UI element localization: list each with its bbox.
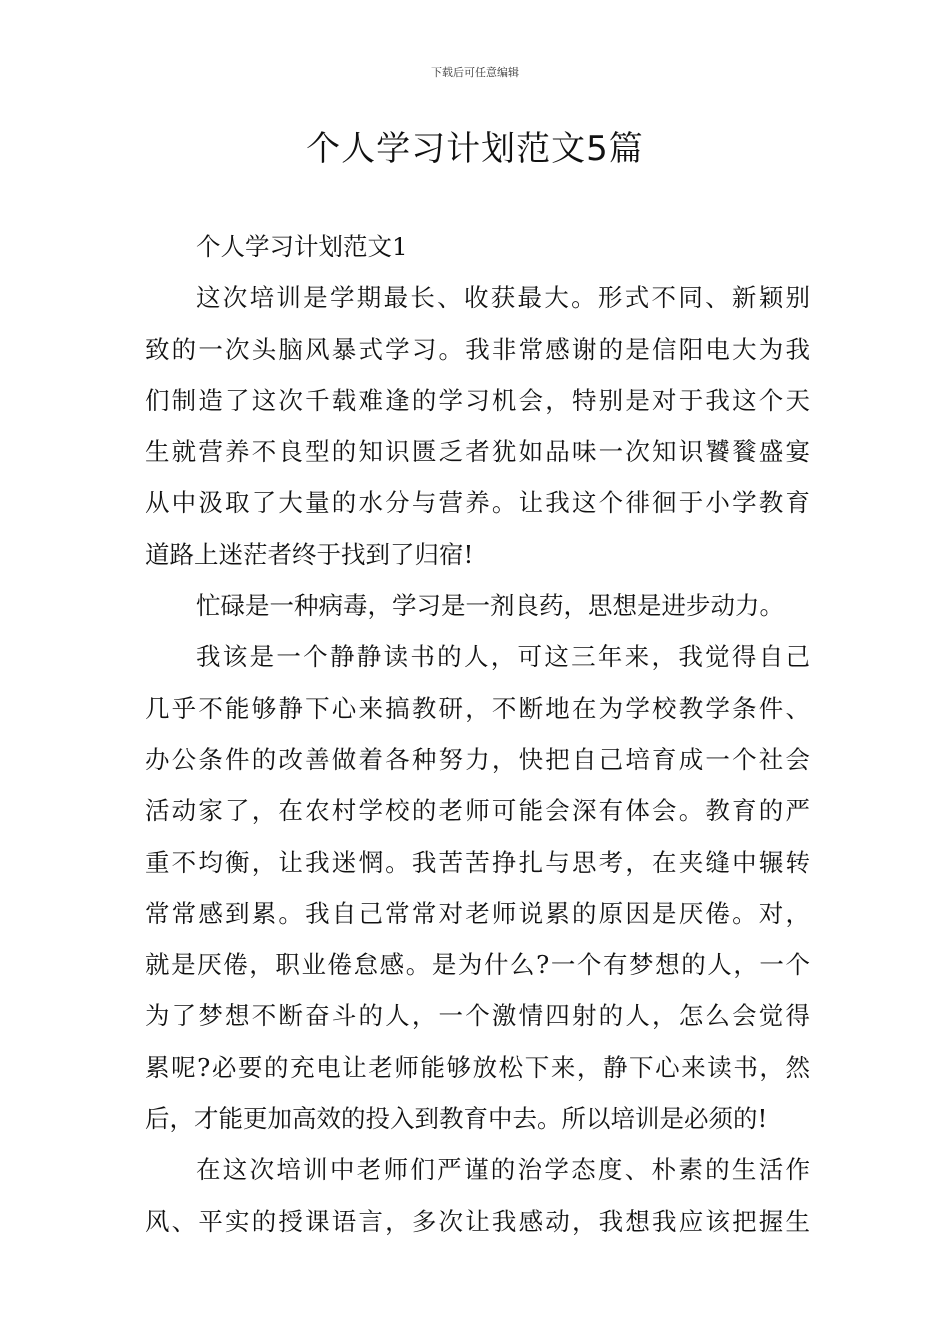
text-line: 我该是一个静静读书的人，可这三年来，我觉得自己	[196, 642, 810, 672]
document-body	[145, 221, 810, 1247]
text-line: 在这次培训中老师们严谨的治学态度、朴素的生活作	[196, 1155, 810, 1185]
text-line: 生就营养不良型的知识匮乏者犹如品味一次知识饕餮盛宴	[145, 437, 810, 467]
text-line: 累呢?必要的充电让老师能够放松下来，静下心来读书，然	[145, 1052, 810, 1082]
text-line: 致的一次头脑风暴式学习。我非常感谢的是信阳电大为我	[145, 334, 810, 364]
text-line: 办公条件的改善做着各种努力，快把自己培育成一个社会	[145, 744, 810, 774]
text-line: 们制造了这次千载难逢的学习机会，特别是对于我这个天	[145, 385, 810, 415]
text-line: 从中汲取了大量的水分与营养。让我这个徘徊于小学教育	[145, 488, 810, 518]
text-line: 个人学习计划范文1	[196, 232, 408, 261]
text-line: 忙碌是一种病毒，学习是一剂良药，思想是进步动力。	[196, 591, 784, 621]
text-line: 为了梦想不断奋斗的人，一个激情四射的人，怎么会觉得	[145, 1001, 810, 1031]
text-line: 这次培训是学期最长、收获最大。形式不同、新颖别	[196, 283, 810, 313]
text-line: 就是厌倦，职业倦怠感。是为什么?一个有梦想的人，一个	[145, 950, 810, 980]
text-line: 活动家了，在农村学校的老师可能会深有体会。教育的严	[145, 796, 810, 826]
text-line: 风、平实的授课语言，多次让我感动，我想我应该把握生	[145, 1206, 810, 1236]
document-title: 个人学习计划范文5篇	[306, 129, 644, 169]
text-line: 几乎不能够静下心来搞教研，不断地在为学校教学条件、	[145, 693, 810, 723]
download-note: 下载后可任意编辑	[431, 66, 519, 79]
text-line: 后，才能更加高效的投入到教育中去。所以培训是必须的!	[145, 1104, 768, 1134]
text-line: 道路上迷茫者终于找到了归宿!	[145, 539, 474, 569]
text-line: 常常感到累。我自己常常对老师说累的原因是厌倦。对，	[145, 898, 810, 928]
text-line: 重不均衡，让我迷惘。我苦苦挣扎与思考，在夹缝中辗转	[145, 847, 810, 877]
